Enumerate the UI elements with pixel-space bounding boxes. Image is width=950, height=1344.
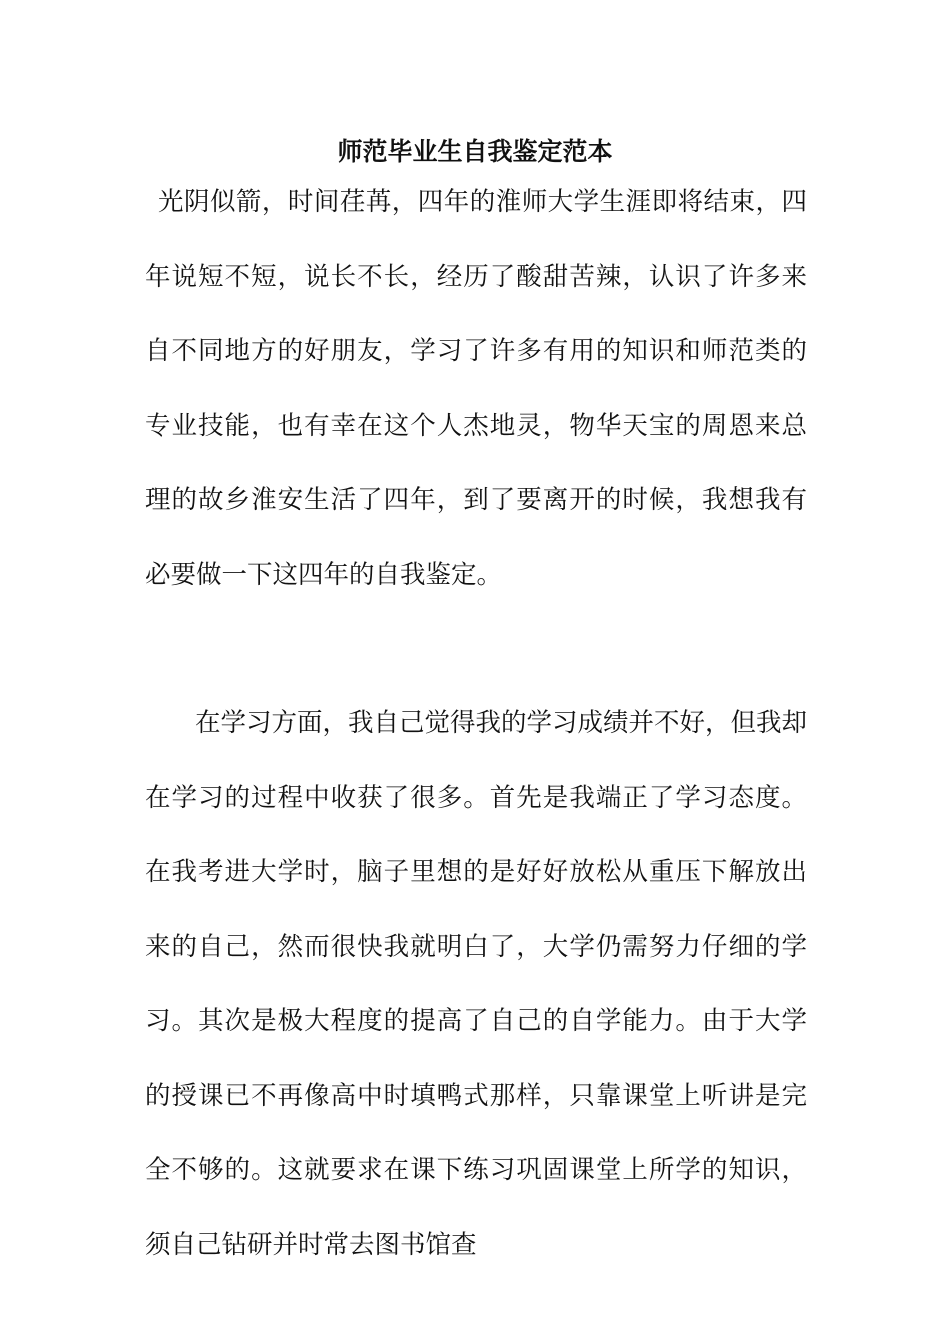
document-title: 师范毕业生自我鉴定范本 [337,137,613,166]
paragraph-intro: 光阴似箭，时间荏苒，四年的淮师大学生涯即将结束，四年说短不短，说长不长，经历了酸甜苦辣，认识了许多来自不同地方的好朋友，学习了许多有用的知识和师范类的专业技能，也有幸在这个人杰地灵，物华天宝的周恩来总理的故乡淮安生活了四年，到了要离开的时候，我想我有必要做一下这四年的自我鉴定。 [145,187,807,590]
paragraph-study: 在学习方面，我自己觉得我的学习成绩并不好，但我却在学习的过程中收获了很多。首先是我端正了学习态度。在我考进大学时，脑子里想的是好好放松从重压下解放出来的自己，然而很快我就明白了，大学仍需努力仔细的学习。其次是极大程度的提高了自己的自学能力。由于大学的授课已不再像高中时填鸭式那样，只靠课堂上听讲是完全不够的。这就要求在课下练习巩固课堂上所学的知识，须自己钻研并时常去图书馆查 [145,708,808,1260]
